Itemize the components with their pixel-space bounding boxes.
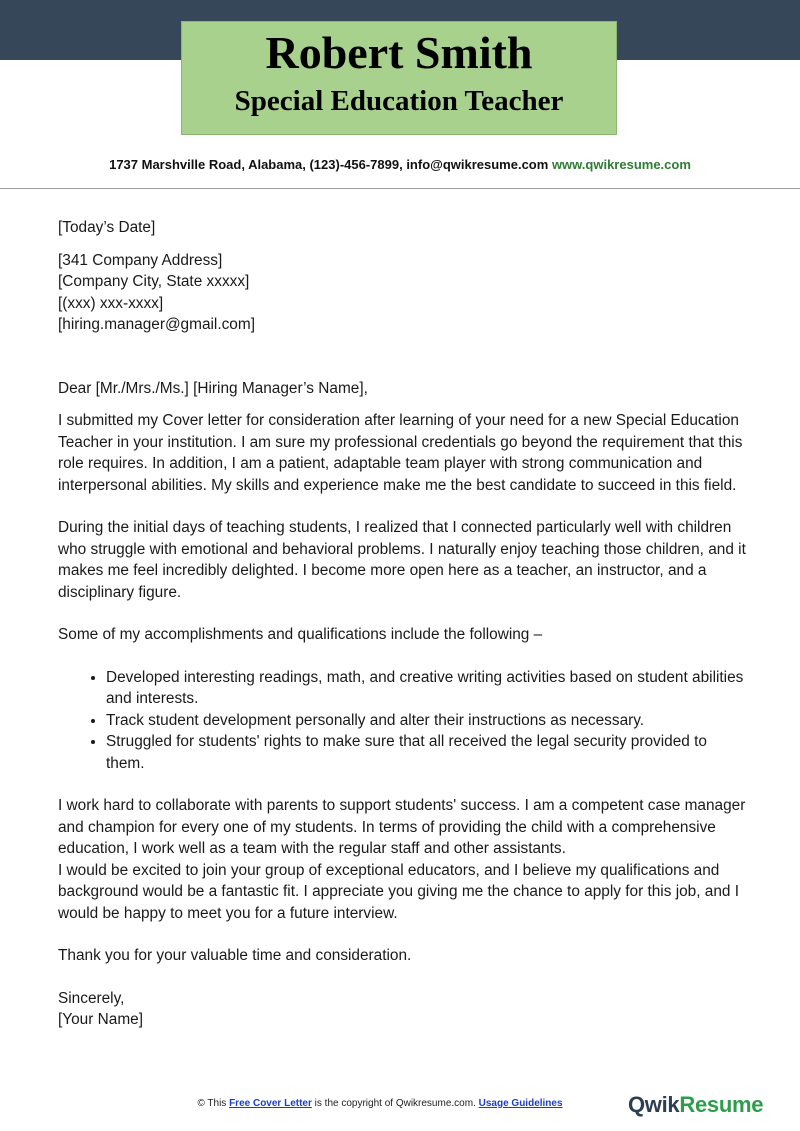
list-item: • Struggled for students' rights to make sure that all received the legal security provided to them. <box>106 731 748 774</box>
header-divider <box>0 188 800 189</box>
contact-details: 1737 Marshville Road, Alabama, (123)-456-7899, info@qwikresume.com <box>109 157 549 172</box>
paragraph: I work hard to collaborate with parents to support students' success. I am a competent case manager and champion for every one of my students. In terms of providing the child with a comprehensive education, I work well as a team with the regular staff and other assistants. <box>58 797 746 857</box>
paragraph: I submitted my Cover letter for consideration after learning of your need for a new Special Education Teacher in your institution. I am sure my professional credentials go beyond the requirement that this role requires. In addition, I am a patient, adaptable team player with strong communication and interpersonal abilities. My skills and experience make me the best candidate to succeed in this field. <box>58 412 743 494</box>
candidate-role: Special Education Teacher <box>234 85 564 117</box>
logo-part-resume: Resume <box>679 1092 764 1117</box>
paragraph: Some of my accomplishments and qualifications include the following – <box>58 626 543 643</box>
free-cover-letter-link[interactable]: Free Cover Letter <box>229 1098 312 1109</box>
website-link[interactable]: www.qwikresume.com <box>551 157 691 172</box>
accomplishments-list <box>58 667 748 775</box>
candidate-name: Robert Smith <box>265 27 533 78</box>
footer-middle: is the copyright of Qwikresume.com. <box>311 1098 479 1109</box>
contact-line <box>0 157 800 172</box>
address-line: [(xxx) xxx-xxxx] <box>58 294 164 312</box>
address-line: [341 Company Address] <box>58 251 223 269</box>
salutation: Dear [Mr./Mrs./Ms.] [Hiring Manager’s Name], <box>58 379 368 397</box>
logo-part-qwik: Qwik <box>628 1092 680 1117</box>
footer-prefix: © This <box>197 1098 230 1109</box>
qwikresume-logo <box>628 1092 763 1118</box>
address-line: [hiring.manager@gmail.com] <box>58 316 255 333</box>
paragraph: During the initial days of teaching students, I realized that I connected particularly well with children who struggle with emotional and behavioral problems. I naturally enjoy teaching those children, and it makes me feel incredibly delighted. I become more open here as a teacher, an instructor, and a disciplinary figure. <box>58 519 746 601</box>
list-item: • Track student development personally and alter their instructions as necessary. <box>106 710 748 732</box>
thanks-line: Thank you for your valuable time and consideration. <box>58 947 412 964</box>
address-line: [Company City, State xxxxx] <box>58 273 250 290</box>
paragraph: I would be excited to join your group of exceptional educators, and I believe my qualifications and background would be a fantastic fit. I appreciate you giving me the chance to apply for this job, and I would be happy to meet you for a future interview. <box>58 861 740 922</box>
usage-guidelines-link[interactable]: Usage Guidelines <box>478 1098 563 1109</box>
name-banner <box>181 21 617 135</box>
list-item: • Developed interesting readings, math, and creative writing activities based on student abilities and interests. <box>106 667 748 710</box>
letter-date: [Today’s Date] <box>58 219 156 236</box>
signoff: Sincerely, <box>58 989 125 1007</box>
signature: [Your Name] <box>58 1011 143 1028</box>
letter-body <box>58 217 748 1031</box>
